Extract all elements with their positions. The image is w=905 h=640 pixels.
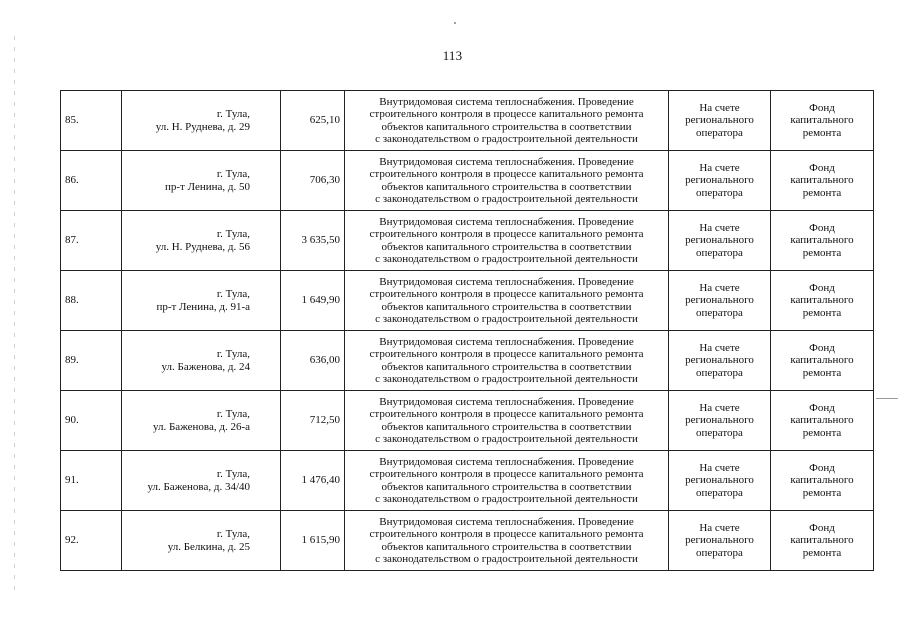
- fund-line: ремонта: [802, 306, 842, 319]
- scan-speck: [454, 22, 456, 24]
- area-value: 3 635,50: [281, 211, 345, 271]
- fund-line: Фонд: [809, 341, 835, 354]
- fund-cell: [771, 271, 874, 331]
- account-cell: [669, 211, 771, 271]
- address-street: ул. Н. Руднева, д. 29: [155, 120, 250, 133]
- work-line: Внутридомовая система теплоснабжения. Проведение: [379, 335, 634, 348]
- area-value: 636,00: [281, 331, 345, 391]
- fund-cell: [771, 451, 874, 511]
- account-line: На счете: [699, 401, 740, 414]
- fund-line: Фонд: [809, 461, 835, 474]
- address-city: г. Тула,: [216, 348, 250, 360]
- account-cell: [669, 451, 771, 511]
- account-line: регионального: [685, 414, 754, 427]
- row-number: 90.: [61, 391, 122, 451]
- table-row: [61, 391, 874, 451]
- account-line: регионального: [685, 114, 754, 127]
- address-cell: [122, 391, 281, 451]
- row-number: 88.: [61, 271, 122, 331]
- work-line: Внутридомовая система теплоснабжения. Проведение: [379, 215, 634, 228]
- area-value: 1 476,40: [281, 451, 345, 511]
- account-line: На счете: [699, 161, 740, 174]
- address-cell: [122, 451, 281, 511]
- table-row: [61, 511, 874, 571]
- work-line: с законодательством о градостроительной деятельности: [375, 193, 638, 205]
- address-street: ул. Баженова, д. 24: [161, 360, 250, 373]
- work-line: Внутридомовая система теплоснабжения. Проведение: [379, 95, 634, 108]
- work-line: объектов капитального строительства в соответствии: [381, 360, 632, 373]
- fund-line: капитального: [790, 474, 854, 487]
- table-row: [61, 451, 874, 511]
- fund-line: ремонта: [802, 186, 842, 199]
- address-street: ул. Белкина, д. 25: [167, 540, 250, 553]
- account-cell: [669, 391, 771, 451]
- fund-line: капитального: [790, 174, 854, 187]
- account-cell: [669, 91, 771, 151]
- fund-cell: [771, 511, 874, 571]
- work-line: с законодательством о градостроительной деятельности: [375, 313, 638, 325]
- table-body: [61, 91, 874, 571]
- fund-line: капитального: [790, 414, 854, 427]
- address-street: пр-т Ленина, д. 91-а: [156, 300, 250, 313]
- work-line: объектов капитального строительства в соответствии: [381, 480, 632, 493]
- table-row: [61, 211, 874, 271]
- account-line: На счете: [699, 461, 740, 474]
- row-number: 91.: [61, 451, 122, 511]
- fund-line: ремонта: [802, 366, 842, 379]
- fund-cell: [771, 391, 874, 451]
- work-description: [345, 91, 669, 151]
- account-line: регионального: [685, 174, 754, 187]
- work-line: объектов капитального строительства в соответствии: [381, 240, 632, 253]
- account-line: регионального: [685, 534, 754, 547]
- area-value: 1 649,90: [281, 271, 345, 331]
- address-city: г. Тула,: [216, 528, 250, 540]
- work-description: [345, 331, 669, 391]
- table-row: [61, 271, 874, 331]
- fund-line: Фонд: [809, 161, 835, 174]
- work-description: [345, 451, 669, 511]
- fund-line: ремонта: [802, 426, 842, 439]
- account-cell: [669, 271, 771, 331]
- account-line: оператора: [696, 426, 743, 439]
- address-street: ул. Баженова, д. 26-а: [152, 420, 250, 433]
- address-city: г. Тула,: [216, 228, 250, 240]
- account-line: На счете: [699, 341, 740, 354]
- work-line: строительного контроля в процессе капитального ремонта: [369, 228, 644, 240]
- area-value: 712,50: [281, 391, 345, 451]
- work-line: объектов капитального строительства в соответствии: [381, 180, 632, 193]
- work-line: строительного контроля в процессе капитального ремонта: [369, 108, 644, 120]
- work-line: строительного контроля в процессе капитального ремонта: [369, 528, 644, 540]
- account-line: На счете: [699, 101, 740, 114]
- fund-line: капитального: [790, 534, 854, 547]
- account-cell: [669, 331, 771, 391]
- account-line: оператора: [696, 366, 743, 379]
- account-cell: [669, 511, 771, 571]
- address-cell: [122, 151, 281, 211]
- fund-line: Фонд: [809, 281, 835, 294]
- work-line: с законодательством о градостроительной деятельности: [375, 253, 638, 265]
- address-city: г. Тула,: [216, 408, 250, 420]
- work-line: Внутридомовая система теплоснабжения. Проведение: [379, 515, 634, 528]
- row-number: 92.: [61, 511, 122, 571]
- address-cell: [122, 91, 281, 151]
- work-line: строительного контроля в процессе капитального ремонта: [369, 408, 644, 420]
- table-row: [61, 331, 874, 391]
- work-line: Внутридомовая система теплоснабжения. Проведение: [379, 455, 634, 468]
- work-line: строительного контроля в процессе капитального ремонта: [369, 468, 644, 480]
- table-row: [61, 151, 874, 211]
- address-cell: [122, 511, 281, 571]
- row-number: 86.: [61, 151, 122, 211]
- work-line: объектов капитального строительства в соответствии: [381, 420, 632, 433]
- work-line: с законодательством о градостроительной деятельности: [375, 133, 638, 145]
- fund-line: Фонд: [809, 101, 835, 114]
- account-line: оператора: [696, 546, 743, 559]
- work-line: Внутридомовая система теплоснабжения. Проведение: [379, 155, 634, 168]
- account-line: На счете: [699, 281, 740, 294]
- account-line: регионального: [685, 234, 754, 247]
- fund-line: ремонта: [802, 486, 842, 499]
- work-description: [345, 511, 669, 571]
- address-city: г. Тула,: [216, 108, 250, 120]
- account-line: регионального: [685, 354, 754, 367]
- row-number: 89.: [61, 331, 122, 391]
- fund-cell: [771, 211, 874, 271]
- row-number: 85.: [61, 91, 122, 151]
- account-line: оператора: [696, 126, 743, 139]
- account-line: оператора: [696, 306, 743, 319]
- area-value: 625,10: [281, 91, 345, 151]
- area-value: 706,30: [281, 151, 345, 211]
- fund-line: Фонд: [809, 401, 835, 414]
- account-line: регионального: [685, 294, 754, 307]
- address-city: г. Тула,: [216, 168, 250, 180]
- address-city: г. Тула,: [216, 468, 250, 480]
- fund-cell: [771, 151, 874, 211]
- table-row: [61, 91, 874, 151]
- row-number: 87.: [61, 211, 122, 271]
- work-description: [345, 391, 669, 451]
- work-line: строительного контроля в процессе капитального ремонта: [369, 168, 644, 180]
- fund-line: капитального: [790, 234, 854, 247]
- address-street: ул. Н. Руднева, д. 56: [155, 240, 250, 253]
- address-city: г. Тула,: [216, 288, 250, 300]
- work-description: [345, 271, 669, 331]
- work-line: Внутридомовая система теплоснабжения. Проведение: [379, 275, 634, 288]
- work-line: объектов капитального строительства в соответствии: [381, 540, 632, 553]
- fund-line: ремонта: [802, 126, 842, 139]
- fund-line: Фонд: [809, 521, 835, 534]
- work-line: строительного контроля в процессе капитального ремонта: [369, 348, 644, 360]
- account-line: На счете: [699, 521, 740, 534]
- address-cell: [122, 331, 281, 391]
- account-line: оператора: [696, 246, 743, 259]
- fund-line: Фонд: [809, 221, 835, 234]
- address-street: ул. Баженова, д. 34/40: [147, 480, 250, 493]
- fund-line: капитального: [790, 294, 854, 307]
- fund-line: капитального: [790, 114, 854, 127]
- address-cell: [122, 271, 281, 331]
- work-line: с законодательством о градостроительной деятельности: [375, 373, 638, 385]
- page-number: 113: [442, 48, 463, 63]
- account-line: оператора: [696, 186, 743, 199]
- address-street: пр-т Ленина, д. 50: [164, 180, 250, 193]
- work-description: [345, 151, 669, 211]
- account-cell: [669, 151, 771, 211]
- work-description: [345, 211, 669, 271]
- fund-cell: [771, 91, 874, 151]
- account-line: оператора: [696, 486, 743, 499]
- fund-line: ремонта: [802, 246, 842, 259]
- work-line: Внутридомовая система теплоснабжения. Проведение: [379, 395, 634, 408]
- scan-edge-mark: [14, 36, 15, 596]
- work-line: объектов капитального строительства в соответствии: [381, 120, 632, 133]
- fund-cell: [771, 331, 874, 391]
- account-line: регионального: [685, 474, 754, 487]
- fund-line: ремонта: [802, 546, 842, 559]
- work-line: с законодательством о градостроительной деятельности: [375, 493, 638, 505]
- work-line: строительного контроля в процессе капитального ремонта: [369, 288, 644, 300]
- area-value: 1 615,90: [281, 511, 345, 571]
- work-line: с законодательством о градостроительной деятельности: [375, 433, 638, 445]
- address-cell: [122, 211, 281, 271]
- repair-program-table: [60, 90, 874, 571]
- fund-line: капитального: [790, 354, 854, 367]
- account-line: На счете: [699, 221, 740, 234]
- work-line: с законодательством о градостроительной деятельности: [375, 553, 638, 565]
- work-line: объектов капитального строительства в соответствии: [381, 300, 632, 313]
- scan-margin-mark: [876, 398, 898, 399]
